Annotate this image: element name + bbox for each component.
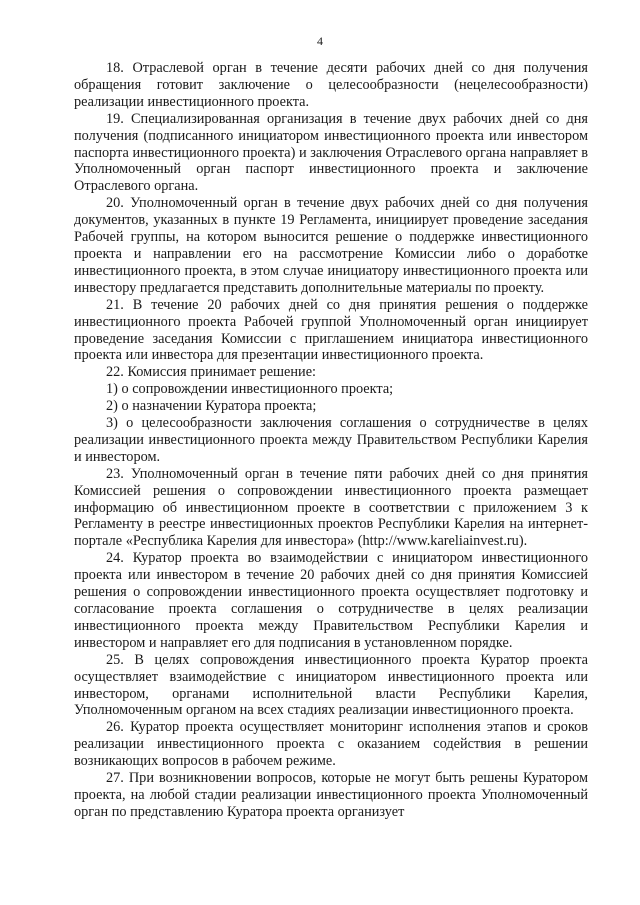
paragraph-27: 27. При возникновении вопросов, которые не могут быть решены Куратором проекта, на любой стадии реализации инвестиционного проекта Уполномоченный орган по представлению Куратора проекта организует bbox=[74, 770, 588, 820]
paragraph-20: 20. Уполномоченный орган в течение двух рабочих дней со дня получения документов, указанных в пункте 19 Регламента, инициирует проведение заседания Рабочей группы, на котором выносится решение о поддержке инвестиционного проекта и направлении его на рассмотрение Комиссии либо о доработке инвестиционного проекта, в этом случае инициатору инвестиционного проекта или инвестору предлагается представить дополнительные материалы по проекту. bbox=[74, 195, 588, 296]
list-item-2: 2) о назначении Куратора проекта; bbox=[106, 398, 317, 415]
paragraph-26: 26. Куратор проекта осуществляет мониторинг исполнения этапов и сроков реализации инвестиционного проекта с оказанием содействия в решении возникающих вопросов в рабочем режиме. bbox=[74, 719, 588, 770]
paragraph-18: 18. Отраслевой орган в течение десяти рабочих дней со дня получения обращения готовит заключение о целесообразности (нецелесообразности) реализации инвестиционного проекта. bbox=[74, 60, 588, 110]
list-item-1: 1) о сопровождении инвестиционного проекта; bbox=[106, 381, 394, 398]
page-number: 4 bbox=[317, 34, 323, 48]
list-item-3: 3) о целесообразности заключения соглашения о сотрудничестве в целях реализации инвестиционного проекта между Правительством Республики Карелия и инвестором. bbox=[74, 415, 588, 465]
paragraph-21: 21. В течение 20 рабочих дней со дня принятия решения о поддержке инвестиционного проекта Рабочей группой Уполномоченный орган инициирует проведение заседания Комиссии с приглашением инициатора инвестиционного проекта или инвестора для презентации инвестиционного проекта. bbox=[74, 296, 588, 364]
paragraph-22: 22. Комиссия принимает решение: bbox=[106, 364, 317, 381]
document-body bbox=[74, 60, 588, 821]
paragraph-23: 23. Уполномоченный орган в течение пяти рабочих дней со дня принятия Комиссией решения о сопровождении инвестиционного проекта размещает информацию об инвестиционном проекте в соответствии с приложением 3 к Регламенту в реестре инвестиционных проектов Республики Карелия на интернет-портале «Республика Карелия для инвестора» (http://www.kareliainvest.ru). bbox=[74, 465, 588, 550]
paragraph-25: 25. В целях сопровождения инвестиционного проекта Куратор проекта осуществляет взаимодействие с инициатором инвестиционного проекта или инвестором, органами исполнительной власти Республики Карелия, Уполномоченным органом на всех стадиях реализации инвестиционного проекта. bbox=[74, 651, 588, 719]
paragraph-24: 24. Куратор проекта во взаимодействии с инициатором инвестиционного проекта или инвестором в течение 20 рабочих дней со дня принятия Комиссией решения о сопровождении инвестиционного проекта осуществляет подготовку и согласование проекта соглашения о сотрудничестве в целях реализации инвестиционного проекта между Правительством Республики Карелия и инвестором и направляет его для подписания в установленном порядке. bbox=[74, 550, 588, 651]
paragraph-19: 19. Специализированная организация в течение двух рабочих дней со дня получения (подписанного инициатором инвестиционного проекта или инвестором паспорта инвестиционного проекта) и заключения Отраслевого органа направляет в Уполномоченный орган паспорт инвестиционного проекта и заключение Отраслевого органа. bbox=[74, 110, 588, 195]
